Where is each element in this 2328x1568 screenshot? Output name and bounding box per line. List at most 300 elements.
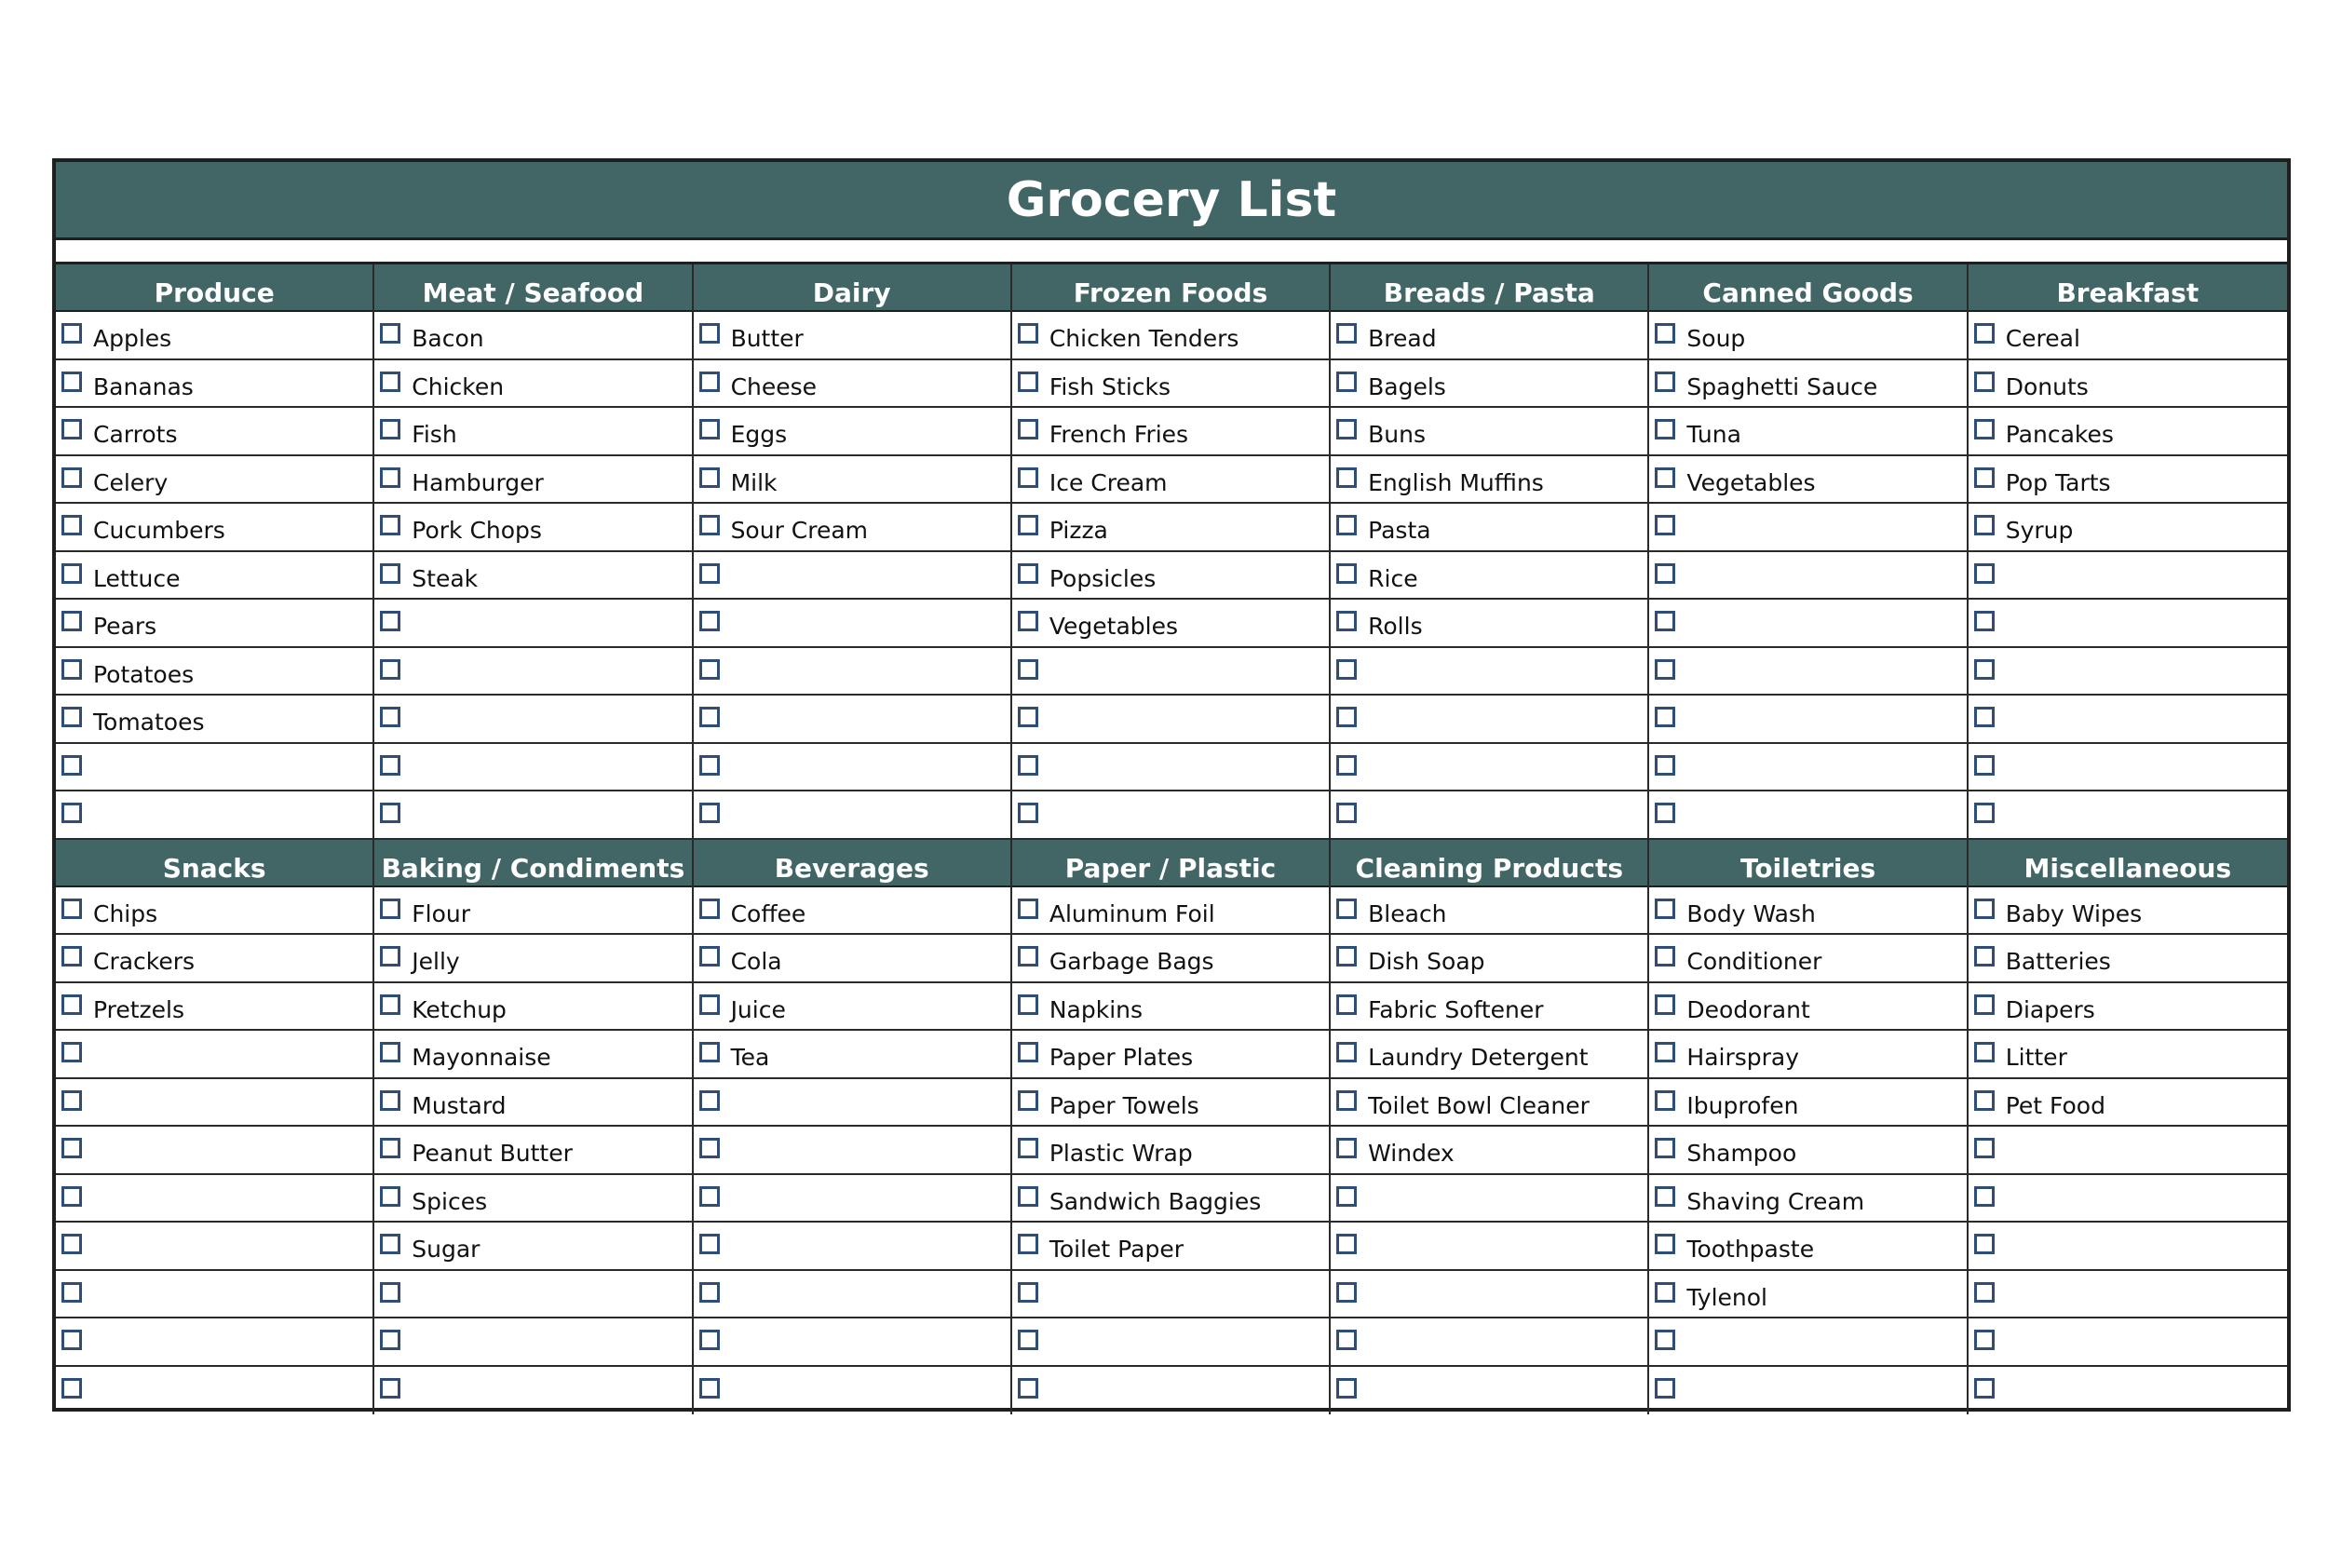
item-checkbox[interactable] [1655,1138,1675,1158]
item-label: Shaving Cream [1686,1187,1865,1215]
item-label: Paper Plates [1049,1044,1194,1071]
list-item [1969,312,2287,360]
list-item [374,648,691,696]
item-checkbox[interactable] [61,803,82,823]
item-checkbox[interactable] [1336,994,1357,1015]
item-checkbox[interactable] [380,803,400,823]
item-checkbox[interactable] [1974,1186,1995,1207]
item-label: Steak [412,564,479,592]
item-label: Windex [1368,1140,1455,1167]
list-item [56,408,372,456]
list-item [1969,887,2287,936]
item-checkbox[interactable] [699,515,720,535]
list-item [1012,1079,1329,1128]
item-label: Baby Wipes [2005,899,2143,927]
item-label: Flour [412,899,471,927]
item-checkbox[interactable] [1018,419,1038,439]
category-header: Meat / Seafood [374,264,691,312]
item-label: Dish Soap [1368,948,1485,975]
list-item [56,1031,372,1079]
item-label: Paper Towels [1049,1091,1199,1119]
item-label: Litter [2005,1044,2067,1071]
list-item [56,456,372,505]
item-label: Ketchup [412,995,507,1023]
item-checkbox[interactable] [61,899,82,919]
list-item [1012,600,1329,648]
item-checkbox[interactable] [1018,803,1038,823]
item-label: Potatoes [93,660,195,688]
item-checkbox[interactable] [380,1138,400,1158]
list-item [374,744,691,792]
list-item [694,408,1010,456]
item-checkbox[interactable] [1336,1234,1357,1254]
list-item [374,935,691,983]
item-checkbox[interactable] [699,372,720,392]
item-checkbox[interactable] [1018,899,1038,919]
category-sections [56,264,2287,1414]
list-item [1012,696,1329,744]
category-section [56,840,2287,1415]
list-item [374,887,691,936]
item-checkbox[interactable] [699,1234,720,1254]
list-item [694,360,1010,409]
item-checkbox[interactable] [699,1138,720,1158]
category-header: Miscellaneous [1969,840,2287,887]
item-label: Juice [730,995,786,1023]
list-item [694,648,1010,696]
item-checkbox[interactable] [1655,563,1675,584]
list-item [694,312,1010,360]
item-checkbox[interactable] [380,1042,400,1062]
item-checkbox[interactable] [699,1186,720,1207]
item-checkbox[interactable] [1655,707,1675,727]
item-checkbox[interactable] [380,1378,400,1399]
list-item [1012,791,1329,840]
list-item [1649,1079,1966,1128]
item-checkbox[interactable] [61,1138,82,1158]
item-label: Shampoo [1686,1140,1797,1167]
category-header: Baking / Condiments [374,840,691,887]
list-item [56,1175,372,1223]
item-checkbox[interactable] [1336,1042,1357,1062]
item-checkbox[interactable] [380,1234,400,1254]
item-checkbox[interactable] [61,1378,82,1399]
item-checkbox[interactable] [1655,1042,1675,1062]
item-checkbox[interactable] [1974,467,1995,488]
list-item [56,696,372,744]
list-item [374,552,691,601]
category-column [1012,840,1331,1415]
item-label: Fish Sticks [1049,372,1171,400]
item-checkbox[interactable] [61,323,82,344]
item-checkbox[interactable] [61,1234,82,1254]
item-checkbox[interactable] [1655,1186,1675,1207]
list-item [694,1318,1010,1367]
item-checkbox[interactable] [1336,899,1357,919]
list-item [1012,1367,1329,1415]
spacer-row [56,240,2287,264]
item-label: Toilet Bowl Cleaner [1368,1091,1590,1119]
item-checkbox[interactable] [1655,419,1675,439]
item-label: Spices [412,1187,488,1215]
item-checkbox[interactable] [1655,1090,1675,1111]
item-checkbox[interactable] [1018,994,1038,1015]
list-item [694,600,1010,648]
list-item [1331,983,1647,1032]
list-item [1969,408,2287,456]
item-checkbox[interactable] [380,372,400,392]
list-item [1331,1318,1647,1367]
list-item [56,744,372,792]
item-checkbox[interactable] [1336,707,1357,727]
list-item [374,1127,691,1175]
item-checkbox[interactable] [1018,372,1038,392]
list-item [374,1175,691,1223]
item-checkbox[interactable] [380,946,400,966]
item-checkbox[interactable] [1018,1330,1038,1350]
item-label: Bacon [412,325,484,352]
item-checkbox[interactable] [380,1186,400,1207]
item-checkbox[interactable] [1018,946,1038,966]
category-column [694,840,1012,1415]
list-item [1649,983,1966,1032]
item-checkbox[interactable] [61,994,82,1015]
item-checkbox[interactable] [1655,467,1675,488]
item-checkbox[interactable] [1974,707,1995,727]
item-checkbox[interactable] [1336,515,1357,535]
list-item [1649,312,1966,360]
item-checkbox[interactable] [380,563,400,584]
list-item [1012,456,1329,505]
item-checkbox[interactable] [699,994,720,1015]
item-checkbox[interactable] [1974,1282,1995,1303]
item-label: Pork Chops [412,517,542,544]
list-item [1331,1079,1647,1128]
item-label: Tea [730,1044,770,1071]
item-checkbox[interactable] [61,563,82,584]
item-checkbox[interactable] [1655,372,1675,392]
item-checkbox[interactable] [699,659,720,680]
list-item [1649,552,1966,601]
item-checkbox[interactable] [1018,707,1038,727]
item-checkbox[interactable] [1018,467,1038,488]
item-checkbox[interactable] [380,515,400,535]
item-checkbox[interactable] [1974,994,1995,1015]
item-checkbox[interactable] [1655,1378,1675,1399]
item-label: Rolls [1368,613,1423,640]
item-label: Butter [730,325,804,352]
item-label: Sugar [412,1236,480,1263]
item-checkbox[interactable] [61,755,82,776]
category-column [1969,840,2287,1415]
item-checkbox[interactable] [699,899,720,919]
list-item [1331,1127,1647,1175]
item-checkbox[interactable] [1655,1234,1675,1254]
item-checkbox[interactable] [1655,611,1675,631]
item-checkbox[interactable] [1655,755,1675,776]
item-checkbox[interactable] [1655,1330,1675,1350]
item-checkbox[interactable] [699,1042,720,1062]
category-header: Cleaning Products [1331,840,1647,887]
item-checkbox[interactable] [1974,1042,1995,1062]
list-item [1649,1031,1966,1079]
item-checkbox[interactable] [1336,372,1357,392]
item-checkbox[interactable] [699,803,720,823]
item-checkbox[interactable] [380,323,400,344]
item-checkbox[interactable] [1018,611,1038,631]
list-item [1012,504,1329,552]
item-checkbox[interactable] [699,1378,720,1399]
item-checkbox[interactable] [699,755,720,776]
list-item [1649,696,1966,744]
item-label: Body Wash [1686,899,1816,927]
list-item [1969,1127,2287,1175]
list-item [374,1271,691,1319]
item-checkbox[interactable] [1336,755,1357,776]
item-checkbox[interactable] [1974,946,1995,966]
item-checkbox[interactable] [1336,1186,1357,1207]
item-checkbox[interactable] [61,419,82,439]
item-label: Spaghetti Sauce [1686,372,1878,400]
item-checkbox[interactable] [1018,1138,1038,1158]
item-label: Tylenol [1686,1283,1768,1311]
list-item [1012,360,1329,409]
list-item [1969,1175,2287,1223]
item-checkbox[interactable] [1336,803,1357,823]
list-item [1012,1318,1329,1367]
list-item [56,600,372,648]
item-checkbox[interactable] [61,515,82,535]
list-item [1969,744,2287,792]
item-checkbox[interactable] [699,946,720,966]
item-checkbox[interactable] [1974,1378,1995,1399]
item-checkbox[interactable] [1018,1186,1038,1207]
list-item [1331,312,1647,360]
list-item [694,1175,1010,1223]
list-item [374,312,691,360]
list-item [374,1031,691,1079]
item-checkbox[interactable] [61,1042,82,1062]
list-item [374,456,691,505]
item-checkbox[interactable] [1655,946,1675,966]
list-item [694,1367,1010,1415]
item-checkbox[interactable] [1018,515,1038,535]
list-item [694,1223,1010,1271]
item-checkbox[interactable] [1336,1330,1357,1350]
item-checkbox[interactable] [380,899,400,919]
item-checkbox[interactable] [1974,419,1995,439]
item-checkbox[interactable] [1336,467,1357,488]
list-item [1012,744,1329,792]
item-checkbox[interactable] [1974,563,1995,584]
list-item [1012,1127,1329,1175]
category-section [56,264,2287,840]
item-checkbox[interactable] [1974,611,1995,631]
item-checkbox[interactable] [380,467,400,488]
item-label: Hairspray [1686,1044,1800,1071]
item-checkbox[interactable] [1336,1282,1357,1303]
item-checkbox[interactable] [61,946,82,966]
item-label: Cola [730,948,782,975]
item-checkbox[interactable] [1974,1234,1995,1254]
item-checkbox[interactable] [61,611,82,631]
list-item [1331,648,1647,696]
list-item [374,983,691,1032]
item-checkbox[interactable] [1336,659,1357,680]
item-checkbox[interactable] [61,372,82,392]
item-checkbox[interactable] [61,1330,82,1350]
item-label: Conditioner [1686,948,1822,975]
item-checkbox[interactable] [61,467,82,488]
item-label: Jelly [412,948,460,975]
item-label: Crackers [93,948,196,975]
item-checkbox[interactable] [1018,659,1038,680]
item-label: Fabric Softener [1368,995,1544,1023]
list-item [56,935,372,983]
list-item [1012,1175,1329,1223]
item-checkbox[interactable] [1974,1138,1995,1158]
item-checkbox[interactable] [1018,1378,1038,1399]
item-label: Celery [93,468,169,496]
item-label: Chicken Tenders [1049,325,1239,352]
item-label: Chicken [412,372,505,400]
item-checkbox[interactable] [1336,946,1357,966]
item-checkbox[interactable] [1018,1234,1038,1254]
item-label: Soup [1686,325,1746,352]
item-checkbox[interactable] [380,707,400,727]
item-checkbox[interactable] [1336,611,1357,631]
item-checkbox[interactable] [1336,419,1357,439]
list-item [1649,1271,1966,1319]
list-item [374,696,691,744]
item-checkbox[interactable] [1018,563,1038,584]
category-column [1969,264,2287,840]
item-checkbox[interactable] [1974,899,1995,919]
item-label: Aluminum Foil [1049,899,1215,927]
item-checkbox[interactable] [380,1282,400,1303]
item-label: Cheese [730,372,818,400]
list-item [1969,360,2287,409]
list-item [1969,935,2287,983]
item-checkbox[interactable] [1336,563,1357,584]
list-item [374,408,691,456]
list-item [1331,456,1647,505]
list-item [1969,600,2287,648]
list-item [694,983,1010,1032]
list-item [1012,1031,1329,1079]
item-checkbox[interactable] [1974,755,1995,776]
grocery-list-sheet [52,158,2291,1412]
list-item [1649,648,1966,696]
item-checkbox[interactable] [699,467,720,488]
item-checkbox[interactable] [380,1330,400,1350]
item-checkbox[interactable] [1336,1090,1357,1111]
list-item [1649,408,1966,456]
category-column [1331,840,1649,1415]
item-label: Donuts [2005,372,2089,400]
item-checkbox[interactable] [699,419,720,439]
item-checkbox[interactable] [1336,323,1357,344]
item-checkbox[interactable] [61,707,82,727]
list-item [1969,1367,2287,1415]
item-checkbox[interactable] [1655,899,1675,919]
item-checkbox[interactable] [1655,994,1675,1015]
item-checkbox[interactable] [1974,1330,1995,1350]
item-label: Bagels [1368,372,1446,400]
list-item [1649,1127,1966,1175]
item-checkbox[interactable] [1018,1282,1038,1303]
item-checkbox[interactable] [1655,1282,1675,1303]
item-label: Sandwich Baggies [1049,1187,1262,1215]
item-checkbox[interactable] [1336,1138,1357,1158]
list-item [374,1367,691,1415]
list-item [1331,935,1647,983]
item-label: Chips [93,899,158,927]
item-checkbox[interactable] [1974,372,1995,392]
list-item [694,552,1010,601]
list-item [1649,744,1966,792]
item-checkbox[interactable] [61,1282,82,1303]
item-checkbox[interactable] [61,1186,82,1207]
item-checkbox[interactable] [380,419,400,439]
item-checkbox[interactable] [699,1330,720,1350]
item-checkbox[interactable] [1974,323,1995,344]
item-checkbox[interactable] [1974,803,1995,823]
item-checkbox[interactable] [699,1090,720,1111]
item-checkbox[interactable] [380,1090,400,1111]
item-checkbox[interactable] [1655,659,1675,680]
list-item [56,1318,372,1367]
item-checkbox[interactable] [61,659,82,680]
item-checkbox[interactable] [699,323,720,344]
item-label: Toilet Paper [1049,1236,1184,1263]
item-checkbox[interactable] [1018,1090,1038,1111]
item-checkbox[interactable] [1655,803,1675,823]
item-checkbox[interactable] [1018,323,1038,344]
list-item [1012,552,1329,601]
item-checkbox[interactable] [1655,515,1675,535]
item-checkbox[interactable] [1974,515,1995,535]
list-item [56,791,372,840]
item-checkbox[interactable] [1018,755,1038,776]
item-checkbox[interactable] [380,755,400,776]
item-checkbox[interactable] [699,563,720,584]
item-checkbox[interactable] [1655,323,1675,344]
item-label: Diapers [2005,995,2095,1023]
item-checkbox[interactable] [61,1090,82,1111]
list-item [56,1127,372,1175]
list-item [1649,935,1966,983]
list-item [1969,504,2287,552]
item-label: Pet Food [2005,1091,2105,1119]
category-header: Toiletries [1649,840,1966,887]
item-checkbox[interactable] [380,659,400,680]
item-checkbox[interactable] [1974,659,1995,680]
item-checkbox[interactable] [380,994,400,1015]
item-checkbox[interactable] [699,611,720,631]
item-checkbox[interactable] [699,707,720,727]
list-item [56,1079,372,1128]
item-checkbox[interactable] [1974,1090,1995,1111]
item-checkbox[interactable] [699,1282,720,1303]
list-item [56,648,372,696]
item-checkbox[interactable] [380,611,400,631]
list-item [694,887,1010,936]
list-item [694,696,1010,744]
list-item [694,935,1010,983]
item-checkbox[interactable] [1336,1378,1357,1399]
item-checkbox[interactable] [1018,1042,1038,1062]
